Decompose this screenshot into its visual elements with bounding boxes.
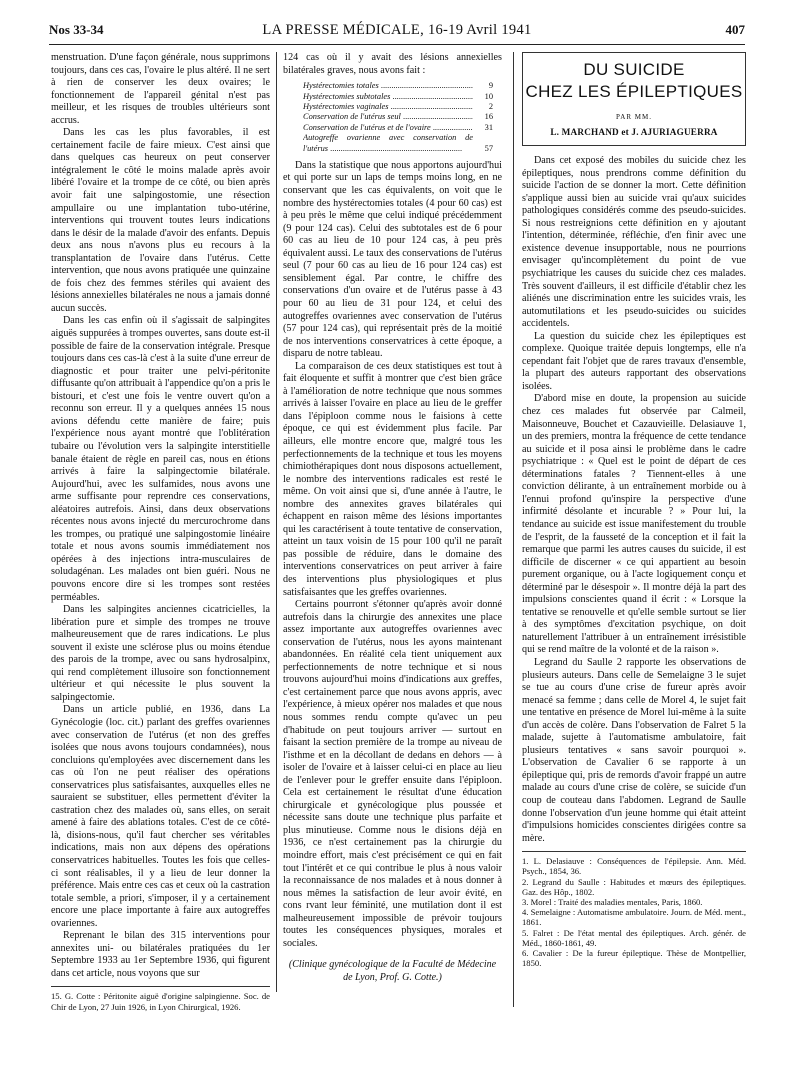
footnote: 3. Morel : Traité des maladies mentales, Paris, 1860.: [522, 896, 703, 907]
paragraph: Dans les cas enfin où il s'agissait de salpingites aiguës suppurées à trompes ouvertes, sans doute est-il possible de faire de la conservation intégrale. Presque toujours dans ces cas-là c'est à la suite d'une erreur de diagnostic et pour traiter une pelvi-péritonite diffusante qu'on attribuait à l'appendice qu'on a pris le bistouri, et c'est une fois le ventre ouvert qu'on a reconnu son erreur. Il y a quelques années 15 nous avions défendu cette manière de faire; puis l'expérience nous ayant montré que l'oblitération tubaire ou l'évolution vers la salpingite interstitielle banale étaient de règle en pareil cas, nous en étions arrivés à faire la salpingectomie bilatérale. Aujourd'hui, avec les sulfamides, nous avons une arme suffisante pour reprendre ces conservations, aléatoires autrefois. Ainsi, dans deux observations récentes nous avons injecté du mercurochrome dans les trompes, ou pratiqué une salpingostomie linéaire totale et nous avons soumis immédiatement nos opérées à des injections intra-musculaires de soludagénan. Les malades ont bien guéri. Nous ne pouvons encore dire si les trompes sont restées perméables.: [51, 315, 270, 603]
paragraph: Dans la statistique que nous apportons aujourd'hui et qui porte sur un laps de temps moins long, en ne conservant que les cas équivalents, on voit que le nombre des hystérectomies totales (4 pour 60 cas) est à peu près le même que celui indiqué précédemment (9 pour 124 cas). Celui des subtotales est de 6 pour 60 cas au lieu de 10 pour 124 cas, à peu près équivalent aussi. Le taux des conservations de l'utérus seul (7 pour 60 cas au lieu de 16 pour 124 cas) est sensiblement égal. Par contre, le chiffre des conservations d'un ovaire et de l'utérus passe à 43 pour 60 au lieu de 31 pour 124, et celui des autogreffes ovariennes avec conservation de l'utérus (57 pour 124 cas), qui représentait près de la moitié de nos interventions conservatrices à cette époque, a disparu de notre tableau.: [283, 159, 502, 360]
row-label: Conservation de l'utérus seul .....: [303, 112, 473, 122]
table-row: [303, 102, 493, 112]
article-authors: L. MARCHAND et J. AJURIAGUERRA: [550, 126, 718, 137]
row-value: 2: [488, 101, 493, 111]
row-label: Hystérectomies subtotales .....: [303, 92, 473, 102]
table-row: [303, 81, 493, 91]
row-label: Hystérectomies totales .....: [303, 81, 473, 91]
column-divider-2: [513, 52, 514, 1007]
paragraph: Dans les salpingites anciennes cicatricielles, la libération pure et simple des trompes ne trouve malheureusement que de rares indications. Le plus souvent il existe une sclérose plus ou moins étendue des parois de la trompe, avec ou sans hydrosalpinx, qui rend complètement illusoire son fonctionnement ultérieur et qui nécessite le plus souvent la salpingectomie.: [51, 604, 270, 703]
footnotes: [522, 856, 746, 968]
paragraph: Dans un article publié, en 1936, dans La Gynécologie (loc. cit.) parlant des greffes ovariennes avec conservation de l'utérus (et non des greffes isolées que nous avons toujours condamnées), nous concluions qu'employées avec discernement dans les cas où l'on ne peut réaliser des opérations conservatrices plus satisfaisantes, auxquelles elles ne sauraient se substituer, elles permettent d'éviter la castration chez des malades où, sans elles, on serait amené à faire des ablations totales. C'est de ce côté-là, disions-nous, qu'il faut chercher ses véritables indications, mais non aux dépens des opérations conservatrices habituelles. Toutes les fois que celles-ci sont réalisables, il y a lieu de leur donner la préférence. Mais entre ces cas et ceux où la castration totale semble, a priori, s'imposer, il y a certainement encore une place importante à faire aux autogreffes ovariennes.: [51, 704, 270, 929]
issue-number: Nos 33-34: [49, 22, 104, 37]
column-1: [51, 52, 270, 1012]
row-label: Hystérectomies vaginales .....: [303, 102, 473, 112]
footnote: 5. Falret : De l'état mental des épileptiques. Arch. génér. de Méd., 1860-1861, 49.: [522, 927, 746, 948]
footnote: 15. G. Cotte : Péritonite aiguë d'origine salpingienne. Soc. de Chir de Lyon, 27 Juin 1926, in Lyon Chirurgical, 1926.: [51, 991, 270, 1012]
footnote-rule: [51, 986, 270, 987]
journal-date-line: [49, 22, 745, 39]
row-label: Autogreffe ovarienne avec conservation de l'utérus .....: [303, 133, 473, 154]
column-3: [522, 52, 746, 968]
row-label: Conservation de l'utérus et de l'ovaire .....: [303, 123, 473, 133]
footnote: 6. Cavalier : De la fureur épileptique. Thèse de Montpellier, 1850.: [522, 948, 746, 969]
row-value: 31: [484, 122, 493, 132]
paragraph: Dans les cas les plus favorables, il est certainement facile de faire mieux. C'est ainsi que dans quelques cas heureux on peut conserver intégralement le côté le moins malade après avoir libéré l'ovaire et la trompe de ce côté, ou bien après avoir fait une salpingostomie, une résection ampullaire ou une implantation tubo-utérine, interventions qui trouvent toutes leurs indications dans le désir de la malade d'avoir des enfants. Depuis deux ans nous n'avons plus eu recours à la transplantation de l'ovaire dans l'utérus. Cette intervention, que nous avons pratiquée une quinzaine de fois chez des femmes stériles qui avaient des lésions annexielles bilatérales ne nous a jamais donné aucun succès.: [51, 127, 270, 314]
page-header: [49, 22, 745, 42]
paragraph: La comparaison de ces deux statistiques est tout à fait éloquente et suffit à montrer que c'est bien grâce à l'amélioration de notre technique que nous sommes arrivés à laisser l'ovaire en place au lieu de le greffer dans l'épiploon comme nous le faisions à cette époque, ce qui est évidemment plus facile. Par ailleurs, elle montre encore que, malgré tous les perfectionnements de la technique et tous les moyens chimiothérapiques dont nous disposons actuellement, le nombre des interventions radicales est resté le même. On voit ainsi que si, d'une année à l'autre, le nombre des annexites graves bilatérales qui échappent en raison même des lésions importantes qui les caractérisent à toute tentative de conservation, atteint un taux voisin de 15 pour 100 qu'il ne paraît pas possible de réduire, dans le domaine des interventions conservatrices on peut arriver à faire des interventions plus physiologiques et plus satisfaisantes que les greffes ovariennes.: [283, 360, 502, 598]
issue-date: 16-19 Avril 1941: [427, 22, 532, 38]
row-value: 16: [484, 112, 493, 122]
paragraph: La question du suicide chez les épileptiques est complexe. Quoique traitée depuis longtemps, elle n'a cependant fait l'objet que de rares travaux d'ensemble, la plupart des auteurs rapportant des observations isolées.: [522, 330, 746, 392]
paragraph: 124 cas où il y avait des lésions annexielles bilatérales graves, nous avons fait :: [283, 52, 502, 76]
footnotes: [51, 991, 270, 1011]
footnote-rule: [522, 851, 746, 852]
row-value: 57: [484, 143, 493, 153]
paragraph: Certains pourront s'étonner qu'après avoir donné autrefois dans la chirurgie des annexites une place assez importante aux autogreffes ovariennes avec conservation de l'utérus, nous les ayons maintenant abandonnées. En réalité cela tient uniquement aux perfectionnements de notre technique et si nous trouvons aujourd'hui moins d'indications aux greffes, c'est certainement parce que nous avons appris, avec l'expérience, à mieux opérer nos malades et que nous nous sommes rendu compte qu'avec un peu d'habitude on peut toujours arriver — surtout en faisant la section première de la trompe au niveau de l'isthme et en la décollant de dedans en dehors — à isoler de l'ovaire et à laisser celui-ci en place au lieu de l'enlever pour le greffer ensuite dans l'épiploon. Cela est certainement le résultat d'une éducation chirurgicale et gynécologique plus poussée et nécessite sans doute une technique plus parfaite et plus minutieuse. Comme nous le disions déjà en 1936, ce n'est certainement pas la chirurgie du moindre effort, mais c'est précisément ce qui en fait tout l'intérêt et ce qui contribue le plus à nous valoir la reconnaissance de nos malades et à nous donner à nous mêmes la satisfaction de leur avoir évité, en cons rvant leur féminité, une mutilation dont il est malheureusement impossible de prévoir toujours toutes les conséquences physiques, morales et sociales.: [283, 599, 502, 949]
column-2: [283, 52, 502, 984]
row-value: 9: [488, 81, 493, 91]
page-number: 407: [725, 22, 745, 37]
article-subtitle: CHEZ LES ÉPILEPTIQUES: [525, 82, 743, 101]
header-rule: [49, 44, 745, 45]
table-row: [303, 123, 493, 133]
paragraph: Legrand du Saulle 2 rapporte les observations de plusieurs auteurs. Dans celle de Semelaigne 3 le sujet se tue au cours d'une crise de fureur après avoir menacé sa femme ; dans celle de Morel 4, le sujet fait une tentative en présence de Morel lui-même à la suite d'un accès de colère. Dans l'observation de Falret 5 la malade, sujette à l'automatisme ambulatoire, fait plusieurs tentatives « sans savoir pourquoi ». L'observation de Cavalier 6 se rapporte à un épileptique qui, pris de remords d'avoir frappé un autre malade au cours d'une crise de colère, se suicide d'un coup de couteau dans l'abdomen. Legrand de Saulle donne l'observation d'un jeune homme qui était atteint d'impulsions homicides conscientes dirigées contre sa mère.: [522, 656, 746, 844]
article-title-box: [522, 52, 746, 146]
column-divider-1: [276, 52, 277, 992]
paragraph: Dans cet exposé des mobiles du suicide chez les épileptiques, nous prendrons comme définition du suicide l'action de se donner la mort. Cette définition s'applique aussi bien au suicide vrai qu'aux suicides pathologiques considérés comme des pseudo-suicides. Si nous restreignions cette définition en y ajoutant l'intention, déterminée, réfléchie, d'en finir avec une existence devenue insupportable, nous ne pourrions envisager qu'incomplètement du point de vue psychiatrique les causes du suicide chez ces malades. Très souvent d'ailleurs, il est difficile d'établir chez les aliénés une discrimination entre les suicides vrais, les automutilations et les pseudo-suicides ou suicides accidentels.: [522, 155, 746, 330]
journal-name: LA PRESSE MÉDICALE,: [262, 22, 425, 38]
footnote: 1. L. Delasiauve : Conséquences de l'épilepsie. Ann. Méd. Psych., 1854, 36.: [522, 856, 746, 877]
article-title: DU SUICIDE: [583, 60, 685, 79]
paragraph: menstruation. D'une façon générale, nous supprimons toujours, dans ces cas, l'ovaire le plus altéré. Il ne sert à rien de conserver les deux ovaires; le fonctionnement de l'appareil génital n'est pas meilleur, et les risques de troubles ultérieurs sont accrus.: [51, 52, 270, 126]
table-row: [303, 92, 493, 102]
statistics-table: [303, 81, 493, 154]
footnote: 2. Legrand du Saulle : Habitudes et mœurs des épileptiques. Gaz. des Hôp., 1802.: [522, 876, 746, 897]
byline-prefix: PAR MM.: [616, 113, 652, 121]
footnote: 4. Semelaigne : Automatisme ambulatoire. Journ. de Méd. ment., 1861.: [522, 907, 746, 928]
article-signature: (Clinique gynécologique de la Faculté de Médecine de Lyon, Prof. G. Cotte.): [288, 959, 497, 984]
table-row: [303, 133, 493, 154]
paragraph: Reprenant le bilan des 315 interventions pour annexites uni- ou bilatérales pratiquées du 1er Septembre 1933 au 1er Septembre 1936, qui figurent dans cet article, nous voyons que sur: [51, 930, 270, 979]
row-value: 10: [484, 91, 493, 101]
table-row: [303, 112, 493, 122]
paragraph: D'abord mise en doute, la propension au suicide chez ces malades fut observée par Calmeil, Maisonneuve, Bouchet et Cazauvieille. Delasiauve 1, un des premiers, montra la fréquence de cette tendance au suicide et il posa ainsi le problème dans le cadre psychiatrique : « Quel est le point de départ de ces déterminations fatales ? Tiennent-elles à une conviction délirante, à un entraînement morbide ou à l'ennui profond qu'inspire la perspective d'une infirmité désolante et incurable ? » Pour lui, la tendance au suicide est issue manifestement du trouble de l'esprit, de la fausseté de la conception et il fait la remarque que parmi les autres causes du suicide, il est difficile de discerner « ce qui appartient au besoin purement organique, ou à l'acte logiquement conçu et déterminé par le désespoir ». Il montre déjà la part des impulsions conscientes quand il écrit : « Lorsque la tentative se renouvelle et qu'elle semble surtout se lier à des symptômes d'excitation psychique, on doit naturellement l'attribuer à un entraînement irrésistible qui se rend maître de la volonté et de la raison ».: [522, 393, 746, 656]
